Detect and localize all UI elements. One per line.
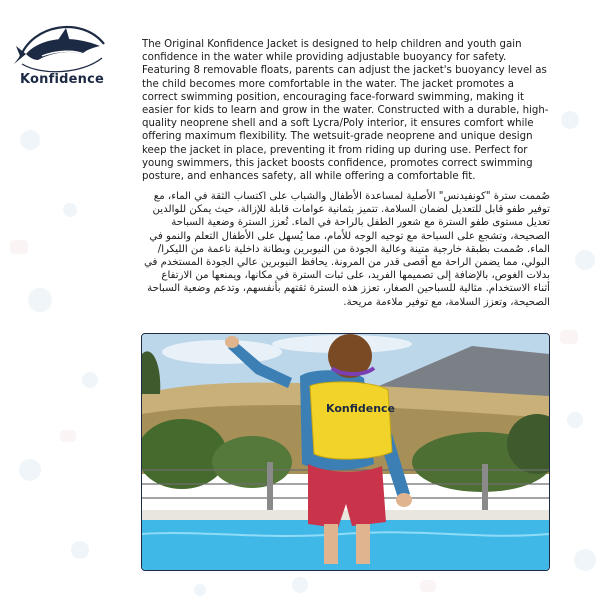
description-arabic: صُممت سترة "كونفيدنس" الأصلية لمساعدة الأطفال والشباب على اكتساب الثقة في الماء، مع توفير طفو قابل للتعديل لضمان السلامة. تتميز بثمانية عوامات قابلة للإزالة، حيث يمكن للوالدين تعديل مستوى طفو السترة مع شعور الطفل بالراحة في الماء. تُعزز السترة وضعية السباحة الصحيحة، وتشجع على السباحة مع توجيه الوجه للأمام، مما يُسهل على الأطفال التعلم والنمو في الماء. صُممت بطبقة خارجية متينة وعالية الجودة من النيوبرين وبطانة داخلية ناعمة من الليكرا/البولي، مما يضمن الراحة مع أقصى قدر من المرونة. يحافظ النيوبرين عالي الجودة المستخدم في بدلات الغوص، بالإضافة إلى تصميمها الفريد، على ثبات السترة في مكانها، ويمنعها من الارتفاع أثناء الاستخدام. مثالية للسباحين الصغار، تعزز هذه السترة ثقتهم بأنفسهم، وتدعم وضعية السباحة الصحيحة، وتعزز السلامة، مع توفير ملاءمة مريحة. (143, 191, 550, 308)
dolphin-icon (12, 14, 112, 76)
description-english: The Original Konfidence Jacket is designed to help children and youth gain confidence in the water while providing adjustable buoyancy for safety. Featuring 8 removable floats, parents can adjust the jacket's buoyancy level as the child becomes more comfortable in the water. The jacket promotes a correct swimming position, encouraging face-forward swimming, making it easier for kids to learn and grow in the water. Constructed with a durable, high-quality neoprene shell and a soft Lycra/Poly interior, it ensures comfort while offering maximum flexibility. The wetsuit-grade neoprene and unique design keep the jacket in place, preventing it from riding up during use. Perfect for young swimmers, this jacket boosts confidence, promotes correct swimming posture, and enhances safety, all while offering a comfortable fit. (142, 39, 549, 183)
product-photo (141, 333, 550, 571)
jacket-logo-text: Konfidence (326, 402, 396, 415)
brand-wordmark: Konfidence (19, 72, 105, 87)
